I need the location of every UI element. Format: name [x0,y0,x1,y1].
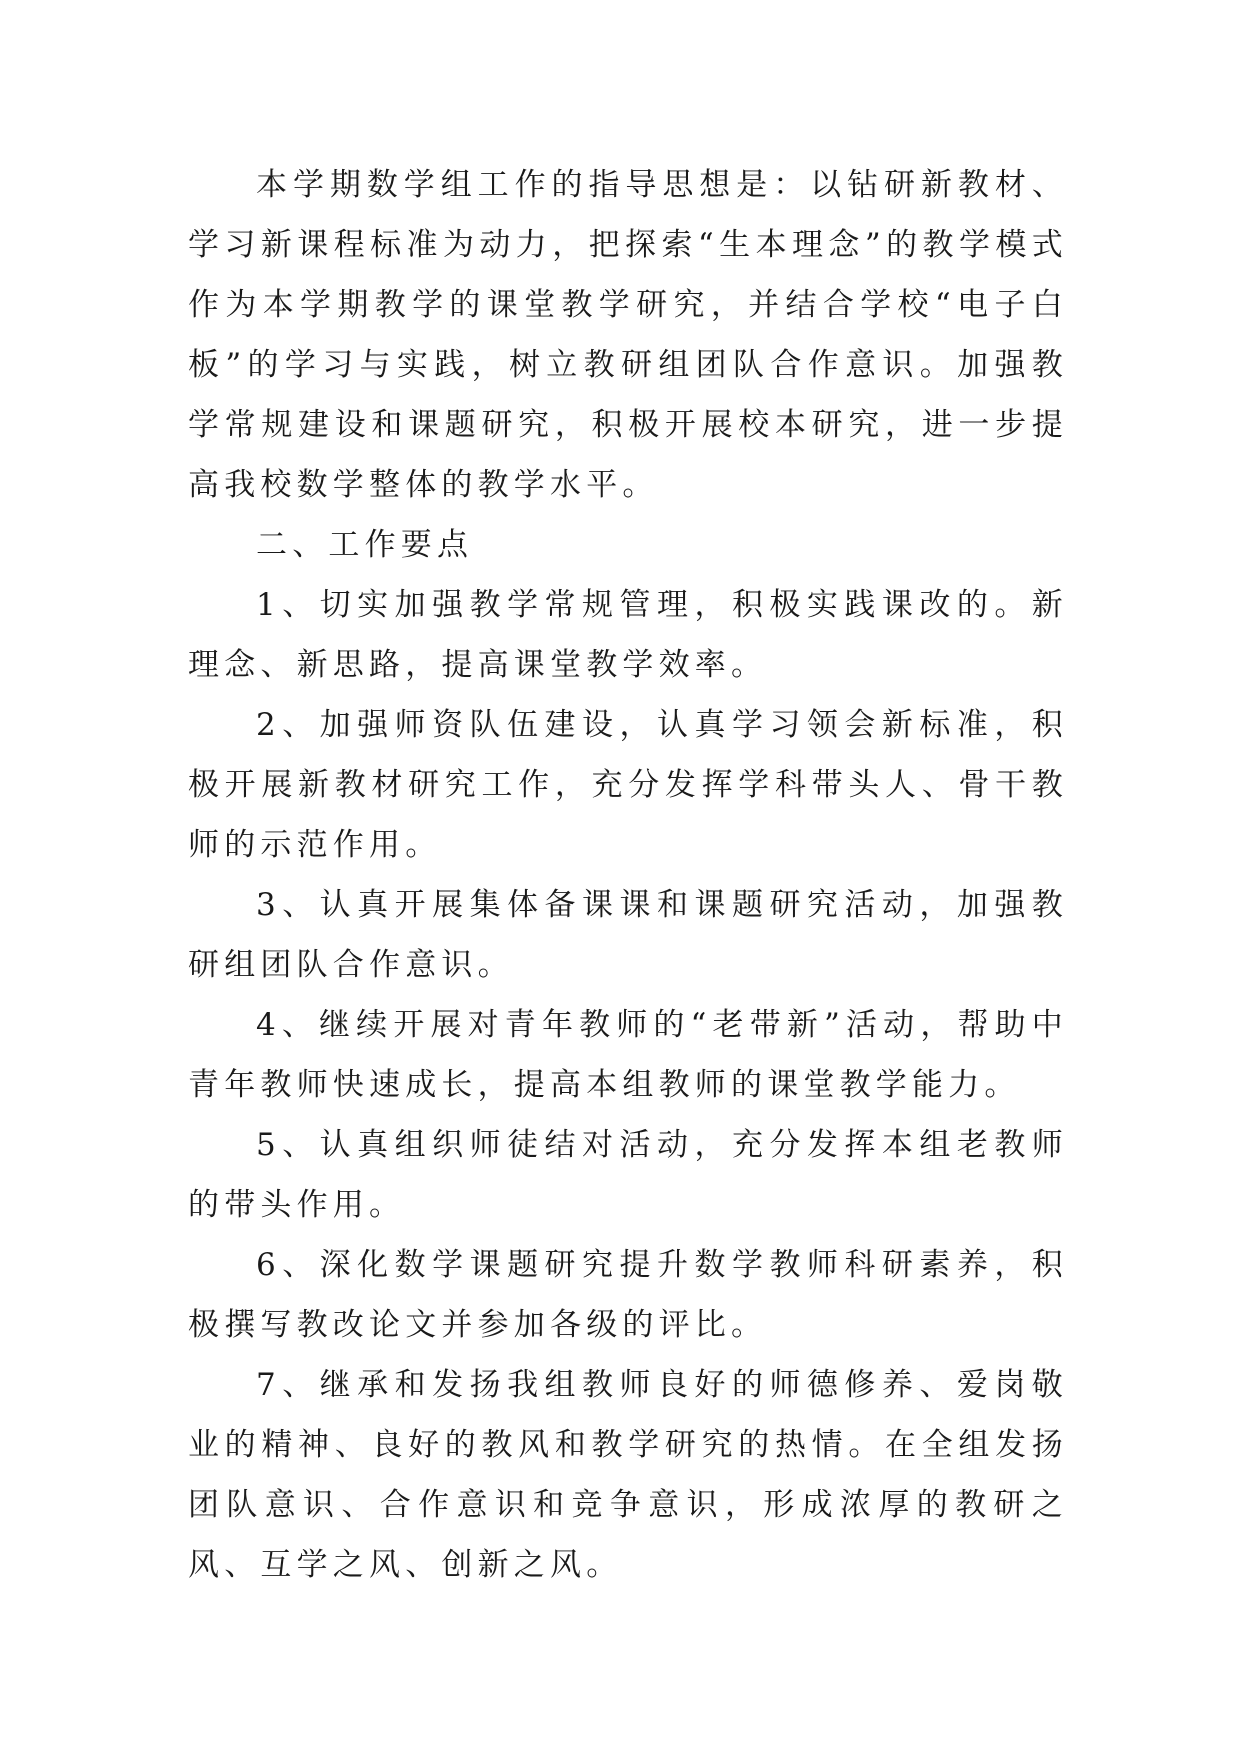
work-point-1: 1、切实加强教学常规管理，积极实践课改的。新理念、新思路，提高课堂教学效率。 [188,587,1068,683]
document-body [188,155,1068,1595]
guiding-ideology-paragraph: 本学期数学组工作的指导思想是：以钻研新教材、学习新课程标准为动力，把探索“生本理念”的教学模式作为本学期教学的课堂教学研究，并结合学校“电子白板”的学习与实践，树立教研组团队合作意识。加强教学常规建设和课题研究，积极开展校本研究，进一步提高我校数学整体的教学水平。 [188,167,1068,503]
work-point-3: 3、认真开展集体备课课和课题研究活动，加强教研组团队合作意识。 [188,887,1068,983]
work-point-6: 6、深化数学课题研究提升数学教师科研素养，积极撰写教改论文并参加各级的评比。 [188,1247,1068,1343]
work-point-2: 2、加强师资队伍建设，认真学习领会新标准，积极开展新教材研究工作，充分发挥学科带头人、骨干教师的示范作用。 [188,707,1068,863]
work-point-4: 4、继续开展对青年教师的“老带新”活动，帮助中青年教师快速成长，提高本组教师的课堂教学能力。 [188,1007,1068,1103]
work-point-5: 5、认真组织师徒结对活动，充分发挥本组老教师的带头作用。 [188,1127,1068,1223]
work-point-7: 7、继承和发扬我组教师良好的师德修养、爱岗敬业的精神、良好的教风和教学研究的热情。在全组发扬团队意识、合作意识和竞争意识，形成浓厚的教研之风、互学之风、创新之风。 [188,1367,1068,1583]
section-heading-work-points: 二、工作要点 [256,527,474,563]
